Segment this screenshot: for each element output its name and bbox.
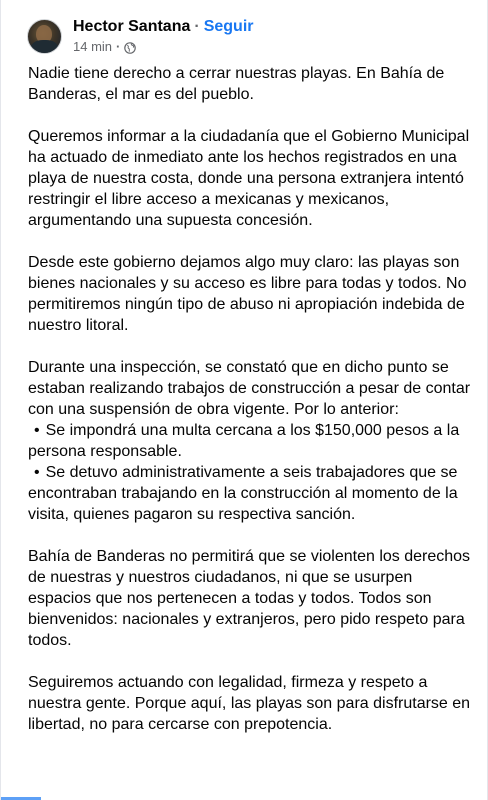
post-meta [73,17,254,56]
post-body [28,63,478,756]
time-row [73,38,254,56]
bullet-text: Se detuvo administrativamente a seis trabajadores que se encontraban trabajando en la construcción al momento de la visita, quienes pagaron su respectiva sanción. [28,464,458,523]
inspection-intro: Durante una inspección, se constató que en dicho punto se estaban realizando trabajos de construcción a pesar de contar con una suspensión de obra vigente. Por lo anterior: [28,359,471,418]
bullet-mark: • [34,422,40,439]
bullet-item [28,420,478,462]
inspection-section [28,357,478,525]
post-paragraph: Bahía de Banderas no permitirá que se violenten los derechos de nuestras y nuestros ciudadanos, ni que se usurpen espacios que nos pertenecen a todas y todos. Todos son bienvenidos: nacionales y extranjeros, pero pido respeto para todos. [28,548,471,649]
post-paragraph: Desde este gobierno dejamos algo muy claro: las playas son bienes nacionales y su acceso es libre para todas y todos. No permitiremos ningún tipo de abuso ni apropiación indebida de nuestro litoral. [28,254,467,334]
post-paragraph: Nadie tiene derecho a cerrar nuestras playas. En Bahía de Banderas, el mar es del pueblo. [28,65,445,103]
bullet-text: Se impondrá una multa cercana a los $150,000 pesos a la persona responsable. [28,422,460,460]
bullet-mark: • [34,464,40,481]
bullet-item [28,462,478,525]
post-header [27,14,254,58]
time-separator: · [116,38,121,54]
post-paragraph: Queremos informar a la ciudadanía que el Gobierno Municipal ha actuado de inmediato ante los hechos registrados en una playa de nuestra costa, donde una persona extranjera intentó restringir el libre acceso a mexicanas y mexicanos, argumentando una supuesta concesión. [28,128,470,229]
follow-button[interactable]: Seguir [203,17,254,35]
post-paragraph: Seguiremos actuando con legalidad, firmeza y respeto a nuestra gente. Porque aquí, las playas son para disfrutarse en libertad, no para cercarse con prepotencia. [28,674,471,733]
author-row [73,17,254,37]
name-separator: · [194,17,200,35]
author-name[interactable]: Hector Santana [73,17,191,35]
post-timestamp[interactable]: 14 min [73,38,113,54]
avatar[interactable] [27,19,62,54]
globe-icon [124,41,136,53]
